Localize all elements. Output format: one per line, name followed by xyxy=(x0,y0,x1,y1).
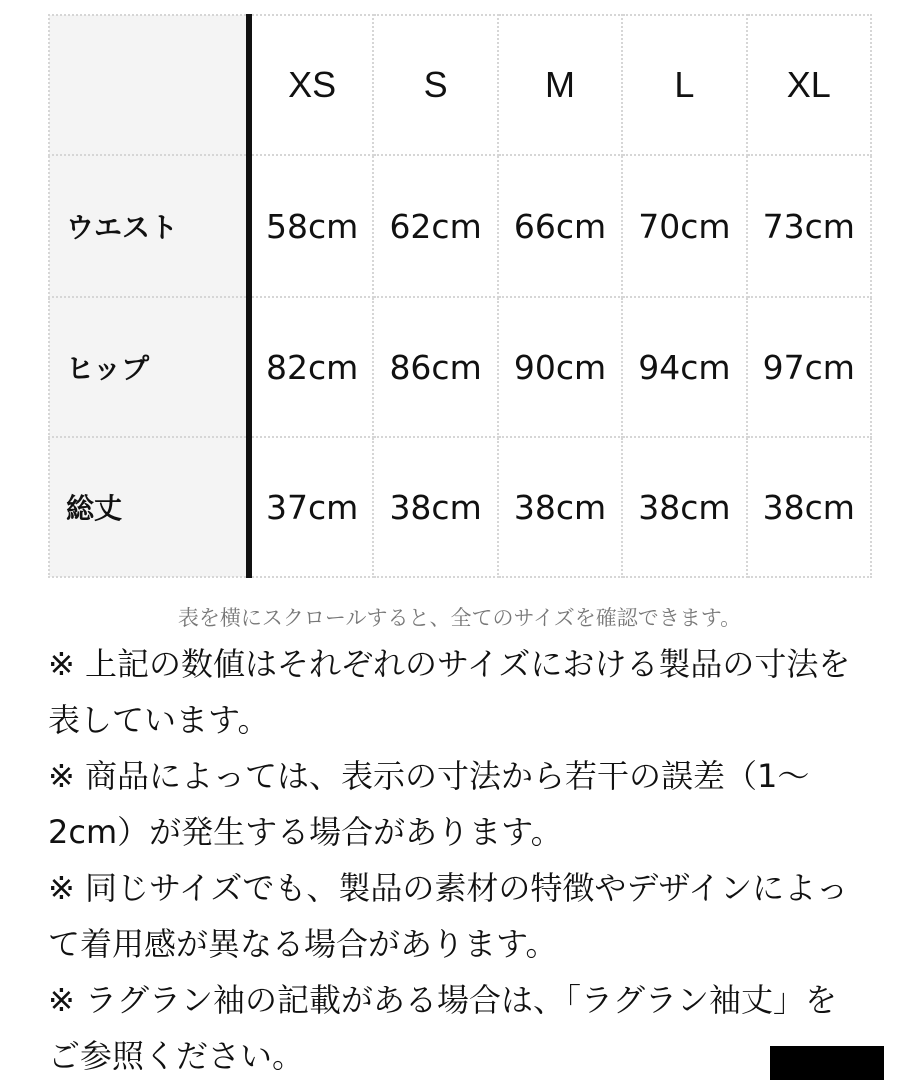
table-cell: 73cm xyxy=(747,155,871,297)
size-col-m: M xyxy=(498,15,622,155)
row-label-waist: ウエスト xyxy=(49,155,249,297)
table-cell: 97cm xyxy=(747,297,871,437)
table-row-waist xyxy=(49,155,871,297)
table-cell: 38cm xyxy=(747,437,871,577)
size-col-l: L xyxy=(622,15,746,155)
table-cell: 58cm xyxy=(249,155,373,297)
note-item: ※ 同じサイズでも、製品の素材の特徴やデザインによって着用感が異なる場合があります。 xyxy=(48,869,849,963)
note-item: ※ 上記の数値はそれぞれのサイズにおける製品の寸法を表しています。 xyxy=(48,645,851,739)
table-cell: 38cm xyxy=(622,437,746,577)
table-cell: 86cm xyxy=(373,297,497,437)
size-col-s: S xyxy=(373,15,497,155)
size-col-xl: XL xyxy=(747,15,871,155)
table-cell: 38cm xyxy=(373,437,497,577)
size-header-row xyxy=(49,15,871,155)
table-cell: 37cm xyxy=(249,437,373,577)
note-item: ※ ラグラン袖の記載がある場合は、「ラグラン袖丈」をご参照ください。 xyxy=(48,981,837,1075)
size-notes-list xyxy=(48,636,868,1084)
note-item: ※ 商品によっては、表示の寸法から若干の誤差（1〜2cm）が発生する場合があります。 xyxy=(48,757,810,851)
table-cell: 70cm xyxy=(622,155,746,297)
row-label-hip: ヒップ xyxy=(49,297,249,437)
table-corner-cell xyxy=(49,15,249,155)
floating-black-bar[interactable] xyxy=(770,1046,884,1080)
table-cell: 66cm xyxy=(498,155,622,297)
scroll-hint: 表を横にスクロールすると、全てのサイズを確認できます。 xyxy=(177,606,742,630)
table-cell: 62cm xyxy=(373,155,497,297)
table-cell: 94cm xyxy=(622,297,746,437)
row-label-total-length: 総丈 xyxy=(49,437,249,577)
table-cell: 82cm xyxy=(249,297,373,437)
size-table[interactable] xyxy=(48,14,872,578)
table-row-total-length xyxy=(49,437,871,577)
table-cell: 90cm xyxy=(498,297,622,437)
table-row-hip xyxy=(49,297,871,437)
table-cell: 38cm xyxy=(498,437,622,577)
size-col-xs: XS xyxy=(249,15,373,155)
